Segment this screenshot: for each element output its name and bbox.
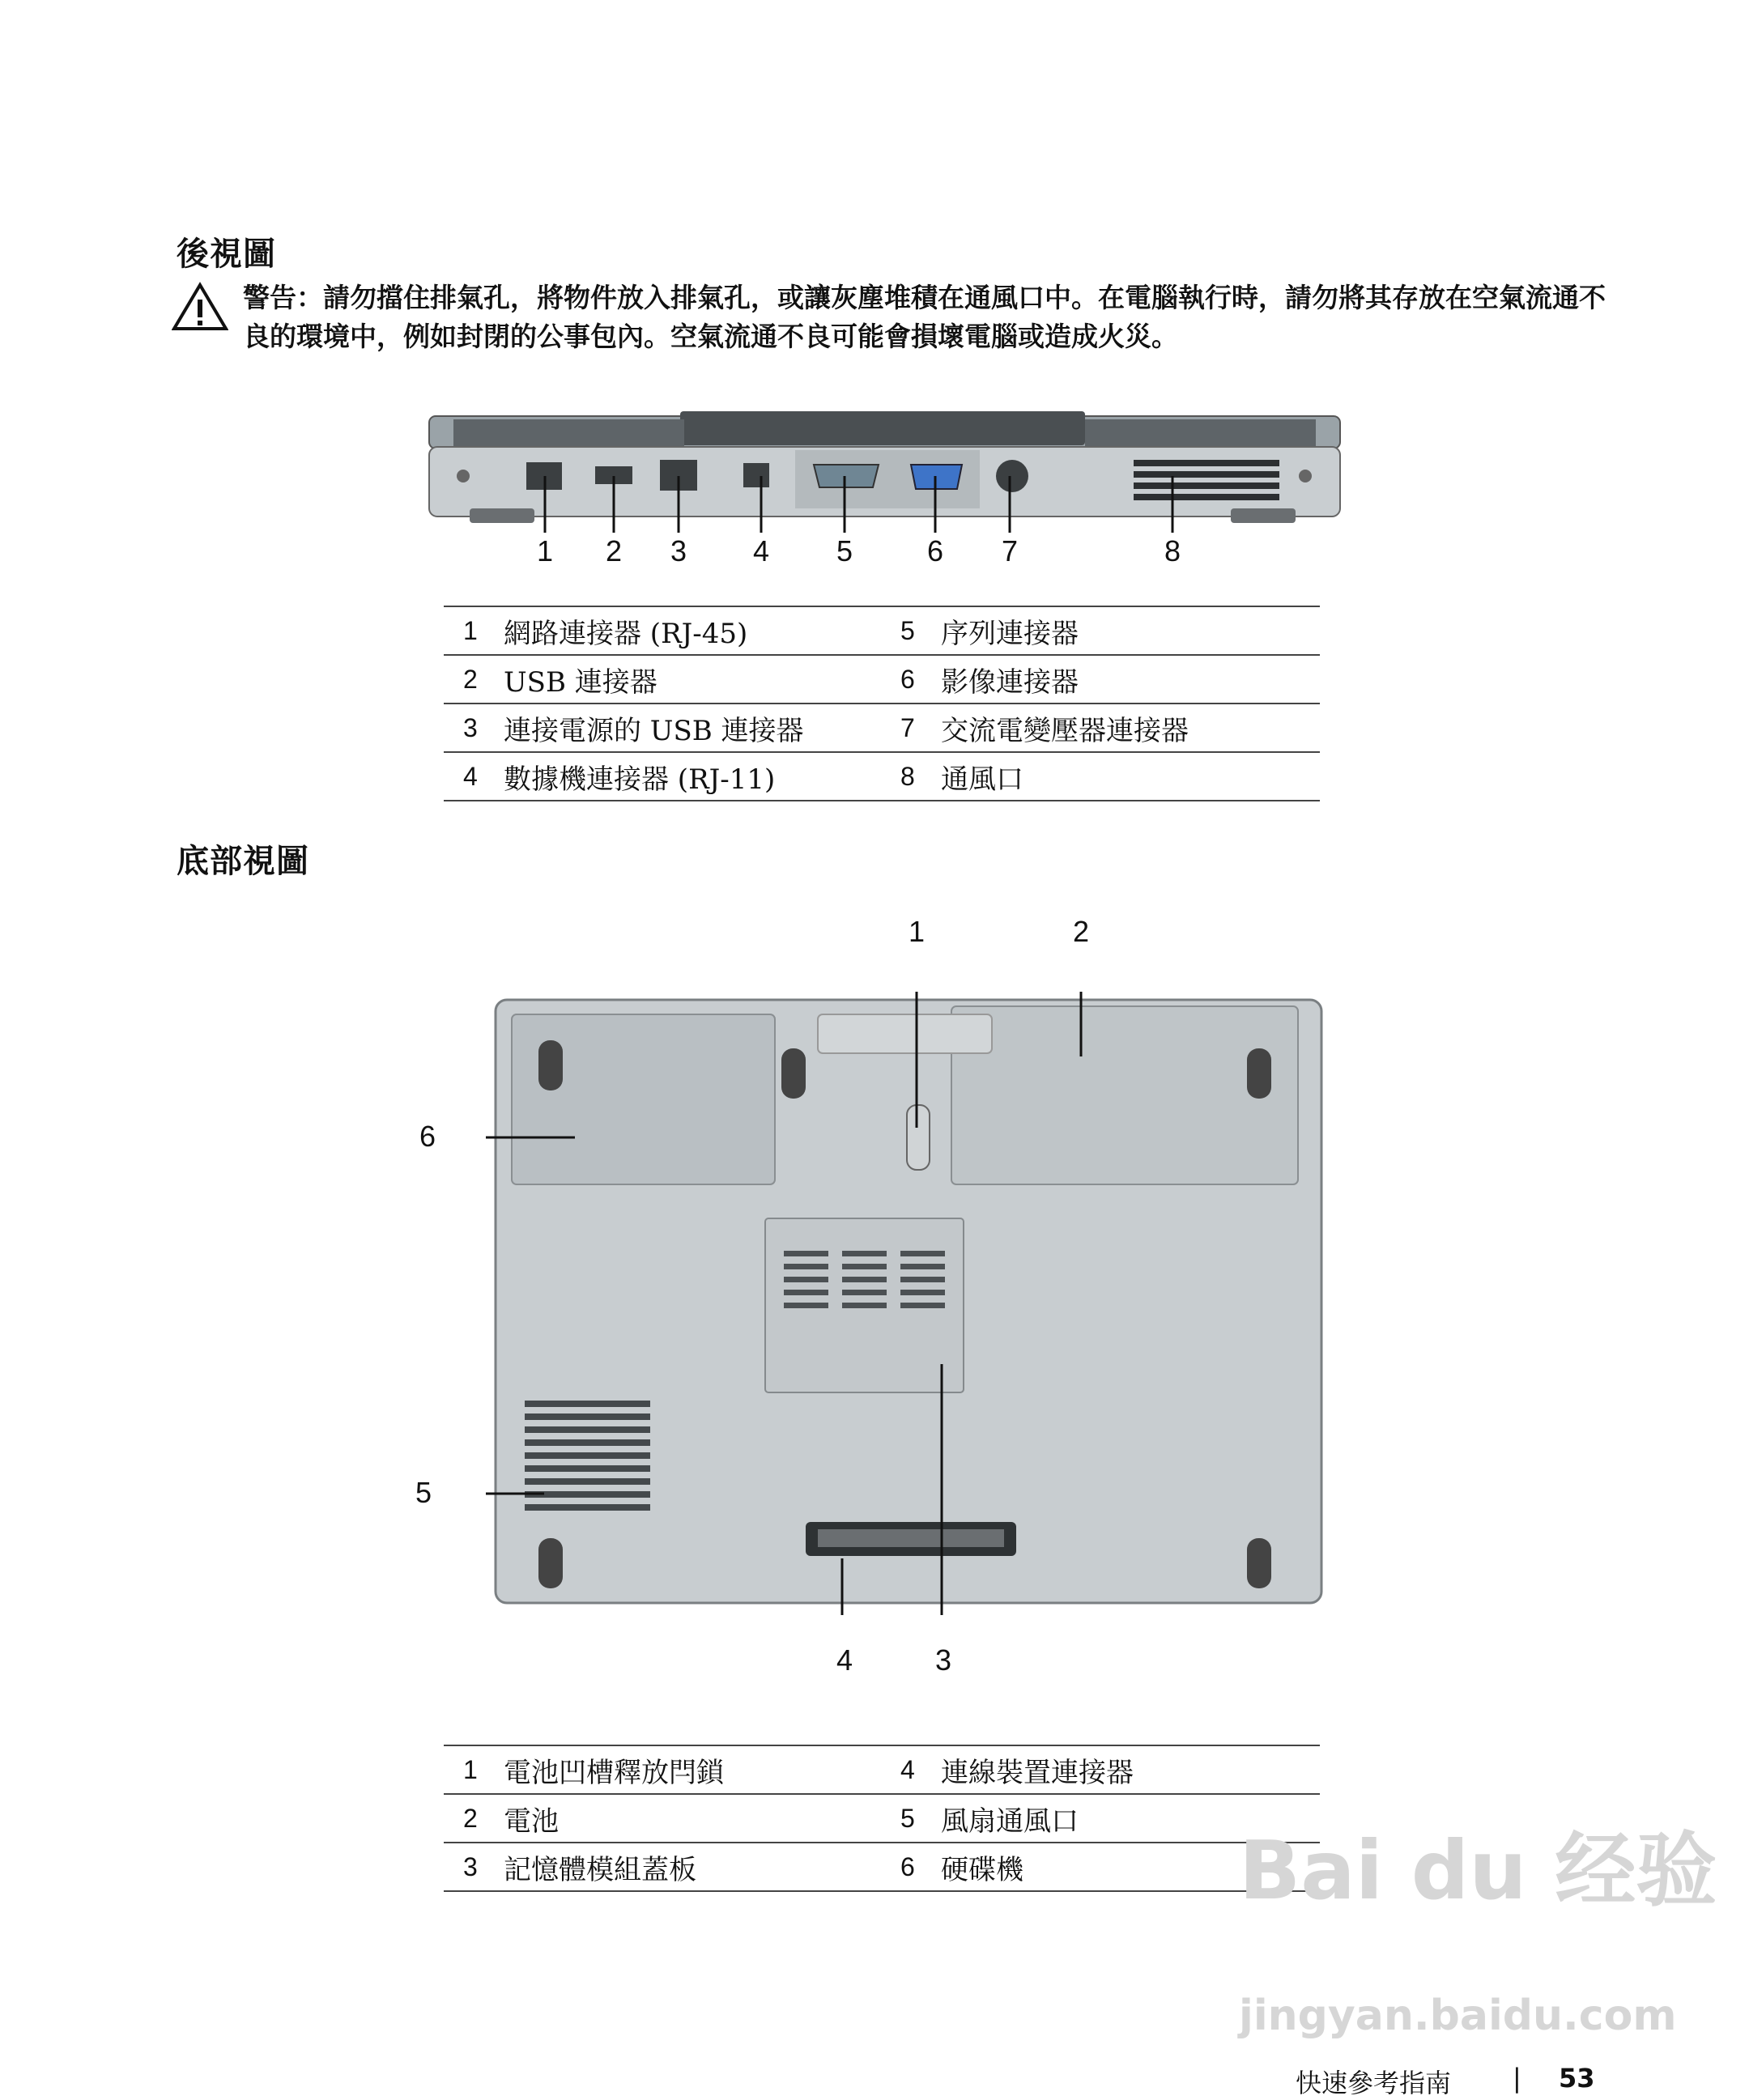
battery-release-latch xyxy=(907,1105,930,1170)
serial-port xyxy=(814,465,879,487)
legend-label: 電池 xyxy=(504,1794,881,1843)
legend-number: 2 xyxy=(444,655,504,704)
legend-label: 交流電變壓器連接器 xyxy=(941,704,1320,752)
legend-label: 風扇通風口 xyxy=(941,1794,1320,1843)
bottom-callout-6: 6 xyxy=(419,1120,436,1153)
legend-number: 3 xyxy=(444,1843,504,1891)
legend-label: 序列連接器 xyxy=(941,606,1320,655)
bottom-callout-5: 5 xyxy=(415,1476,432,1509)
legend-number: 4 xyxy=(881,1745,941,1794)
bottom-callout-4: 4 xyxy=(836,1643,853,1677)
rear-callout-7: 7 xyxy=(1001,534,1019,568)
table-row xyxy=(444,1745,1320,1794)
rear-callout-1: 1 xyxy=(536,534,554,568)
legend-label: 記憶體模組蓋板 xyxy=(504,1843,881,1891)
legend-label: 硬碟機 xyxy=(941,1843,1320,1891)
legend-label: 影像連接器 xyxy=(941,655,1320,704)
legend-label: 電池凹槽釋放閂鎖 xyxy=(504,1745,881,1794)
rear-view-heading: 後視圖 xyxy=(177,236,276,273)
legend-label: 數據機連接器 (RJ-11) xyxy=(504,752,881,801)
legend-label: 網路連接器 (RJ-45) xyxy=(504,606,881,655)
rear-callout-8: 8 xyxy=(1164,534,1181,568)
rear-callout-3: 3 xyxy=(670,534,687,568)
legend-number: 1 xyxy=(444,606,504,655)
rear-legend-table xyxy=(444,606,1320,801)
footer-separator: | xyxy=(1513,2063,1521,2094)
bottom-view-figure xyxy=(486,992,1328,1615)
bottom-legend-table xyxy=(444,1745,1320,1892)
baidu-watermark-url: jingyan.baidu.com xyxy=(1239,1992,1677,2040)
legend-label: USB 連接器 xyxy=(504,655,881,704)
warning-icon xyxy=(172,282,228,332)
legend-label: 連線裝置連接器 xyxy=(941,1745,1320,1794)
table-row xyxy=(444,1843,1320,1891)
ac-adapter-port xyxy=(996,460,1028,492)
page-number: 53 xyxy=(1559,2063,1595,2094)
legend-number: 5 xyxy=(881,1794,941,1843)
rear-callout-6: 6 xyxy=(926,534,944,568)
legend-number: 8 xyxy=(881,752,941,801)
legend-number: 5 xyxy=(881,606,941,655)
legend-number: 7 xyxy=(881,704,941,752)
table-row xyxy=(444,704,1320,752)
rear-callout-4: 4 xyxy=(752,534,770,568)
table-row xyxy=(444,752,1320,801)
legend-number: 6 xyxy=(881,655,941,704)
rear-view-figure xyxy=(421,411,1344,573)
bottom-callout-3: 3 xyxy=(934,1643,952,1677)
warning-text: 警告：請勿擋住排氣孔，將物件放入排氣孔，或讓灰塵堆積在通風口中。在電腦執行時，請勿將其存放在空氣流通不良的環境中，例如封閉的公事包內。空氣流通不良可能會損壞電腦或造成火災。 xyxy=(243,282,1606,352)
table-row xyxy=(444,655,1320,704)
legend-label: 連接電源的 USB 連接器 xyxy=(504,704,881,752)
legend-number: 6 xyxy=(881,1843,941,1891)
footer-guide-title: 快速參考指南 xyxy=(1296,2068,1452,2098)
table-row xyxy=(444,1794,1320,1843)
rear-callout-2: 2 xyxy=(605,534,623,568)
hard-drive-panel xyxy=(512,1014,775,1184)
bottom-callout-1: 1 xyxy=(908,915,926,948)
legend-number: 4 xyxy=(444,752,504,801)
bottom-view-heading: 底部視圖 xyxy=(177,843,309,880)
legend-number: 1 xyxy=(444,1745,504,1794)
baidu-watermark-logo: Bai du 经验 xyxy=(1239,1823,1717,1918)
legend-label: 通風口 xyxy=(941,752,1320,801)
legend-number: 2 xyxy=(444,1794,504,1843)
rear-callout-5: 5 xyxy=(836,534,853,568)
legend-number: 3 xyxy=(444,704,504,752)
bottom-callout-2: 2 xyxy=(1072,915,1090,948)
battery-panel xyxy=(951,1006,1298,1184)
rj11-port xyxy=(743,463,769,487)
table-row xyxy=(444,606,1320,655)
